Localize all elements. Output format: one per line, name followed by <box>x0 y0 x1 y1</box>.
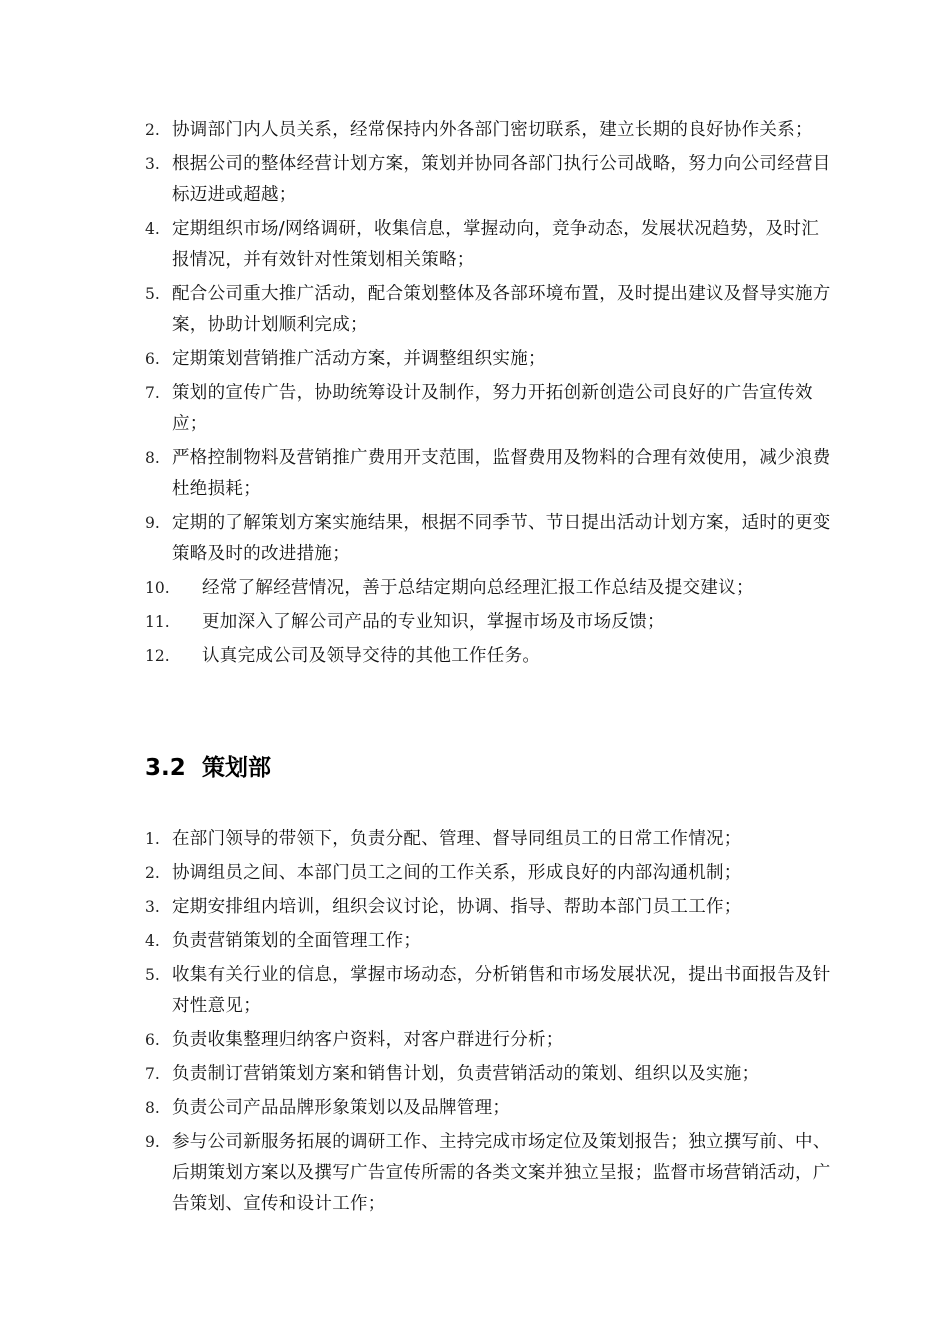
list-item <box>145 378 835 440</box>
item-text: 定期组织市场/网络调研，收集信息，掌握动向，竞争动态，发展状况趋势，及时汇报情况，并有效针对性策划相关策略； <box>172 219 819 270</box>
item-number: 5. <box>145 285 160 303</box>
item-text: 认真完成公司及领导交待的其他工作任务。 <box>202 646 541 666</box>
list-item <box>145 149 835 211</box>
item-text: 定期安排组内培训，组织会议讨论，协调、指导、帮助本部门员工工作； <box>172 897 742 917</box>
duty-list-planning-department <box>145 824 835 1223</box>
item-text: 定期策划营销推广活动方案，并调整组织实施； <box>172 349 546 369</box>
item-text: 负责制订营销策划方案和销售计划，负责营销活动的策划、组织以及实施； <box>172 1064 760 1084</box>
item-number: 4. <box>145 932 160 950</box>
item-number: 6. <box>145 350 160 368</box>
item-text: 定期的了解策划方案实施结果，根据不同季节、节日提出活动计划方案，适时的更变策略及时的改进措施； <box>172 513 831 564</box>
item-text: 负责收集整理归纳客户资料，对客户群进行分析； <box>172 1030 564 1050</box>
item-text: 收集有关行业的信息，掌握市场动态，分析销售和市场发展状况，提出书面报告及针对性意见； <box>172 965 831 1016</box>
item-number: 3. <box>145 898 160 916</box>
list-item <box>145 607 835 638</box>
item-text: 负责营销策划的全面管理工作； <box>172 931 422 951</box>
item-number: 12. <box>145 647 170 665</box>
list-item <box>145 824 835 855</box>
item-number: 3. <box>145 155 160 173</box>
list-item <box>145 858 835 889</box>
section-number: 3.2 <box>145 755 186 781</box>
item-number: 6. <box>145 1031 160 1049</box>
item-number: 8. <box>145 1099 160 1117</box>
item-number: 11. <box>145 613 170 631</box>
item-number: 1. <box>145 830 160 848</box>
item-text: 策划的宣传广告，协助统筹设计及制作，努力开拓创新创造公司良好的广告宣传效应； <box>172 383 813 434</box>
item-text: 协调部门内人员关系，经常保持内外各部门密切联系，建立长期的良好协作关系； <box>172 120 813 140</box>
item-text: 严格控制物料及营销推广费用开支范围，监督费用及物料的合理有效使用，减少浪费杜绝损耗； <box>172 448 831 499</box>
item-text: 协调组员之间、本部门员工之间的工作关系，形成良好的内部沟通机制； <box>172 863 742 883</box>
item-text: 在部门领导的带领下，负责分配、管理、督导同组员工的日常工作情况； <box>172 829 742 849</box>
list-item <box>145 641 835 672</box>
item-text: 根据公司的整体经营计划方案，策划并协同各部门执行公司战略，努力向公司经营目标迈进或超越； <box>172 154 831 205</box>
item-number: 7. <box>145 1065 160 1083</box>
item-number: 9. <box>145 1133 160 1151</box>
list-item <box>145 892 835 923</box>
item-number: 9. <box>145 514 160 532</box>
item-text: 负责公司产品品牌形象策划以及品牌管理； <box>172 1098 511 1118</box>
item-text: 参与公司新服务拓展的调研工作、主持完成市场定位及策划报告；独立撰写前、中、后期策划方案以及撰写广告宣传所需的各类文案并独立呈报；监督市场营销活动，广告策划、宣传和设计工作； <box>172 1132 831 1214</box>
item-number: 2. <box>145 121 160 139</box>
item-text: 更加深入了解公司产品的专业知识，掌握市场及市场反馈； <box>202 612 665 632</box>
item-number: 4. <box>145 220 160 238</box>
list-item <box>145 508 835 570</box>
item-text: 配合公司重大推广活动，配合策划整体及各部环境布置，及时提出建议及督导实施方案，协助计划顺利完成； <box>172 284 831 335</box>
list-item <box>145 279 835 341</box>
list-item <box>145 1059 835 1090</box>
list-item <box>145 443 835 505</box>
list-item <box>145 1093 835 1124</box>
item-number: 10. <box>145 579 170 597</box>
item-text: 经常了解经营情况，善于总结定期向总经理汇报工作总结及提交建议； <box>202 578 754 598</box>
item-number: 2. <box>145 864 160 882</box>
section-heading <box>145 750 271 786</box>
list-item <box>145 115 835 146</box>
list-item <box>145 573 835 604</box>
item-number: 7. <box>145 384 160 402</box>
list-item <box>145 926 835 957</box>
item-number: 8. <box>145 449 160 467</box>
list-item <box>145 960 835 1022</box>
list-item <box>145 1127 835 1220</box>
list-item <box>145 344 835 375</box>
duty-list-previous-section <box>145 115 835 675</box>
list-item <box>145 214 835 276</box>
section-title: 策划部 <box>202 755 271 781</box>
item-number: 5. <box>145 966 160 984</box>
list-item <box>145 1025 835 1056</box>
